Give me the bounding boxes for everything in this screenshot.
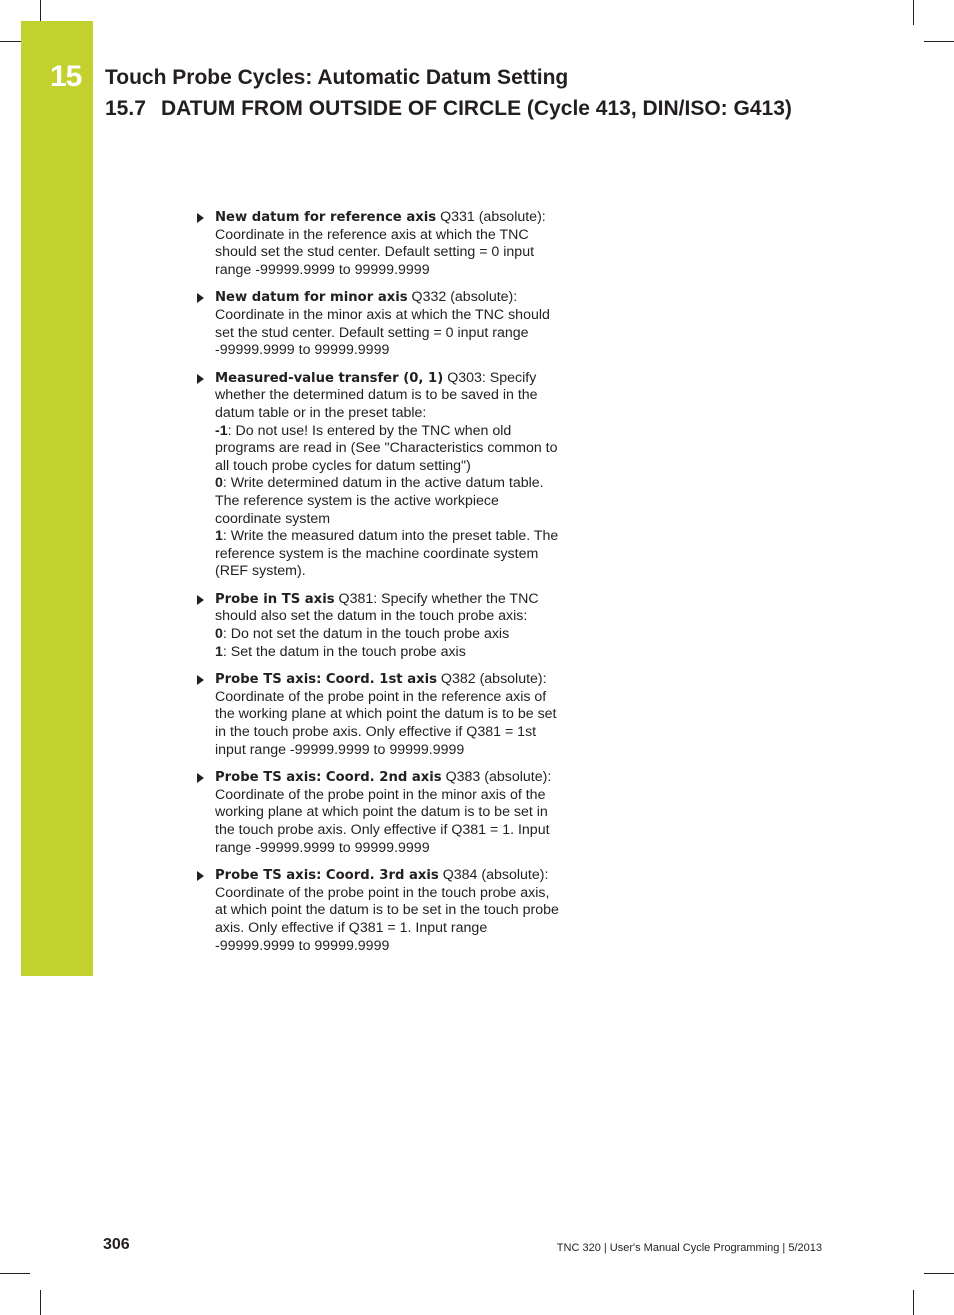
chapter-tab-bar: [21, 21, 93, 976]
triangle-bullet-icon: [197, 675, 204, 685]
param-name: New datum for minor axis: [215, 290, 408, 306]
option-line: [215, 423, 565, 476]
option-text: : Do not use! Is entered by the TNC when old programs are read in (See "Characteristics common to all touch probe cycles for datum setting"): [215, 422, 558, 474]
param-description: Coordinate of the probe point in the touch probe axis, at which point the datum is to be set in the touch probe axis. Only effective if Q381 = 1. Input range -99999.9999 to 99999.9999: [215, 884, 559, 954]
option-key: 1: [215, 528, 223, 545]
param-item: [195, 769, 565, 857]
crop-mark: [924, 41, 954, 42]
chapter-number: 15: [50, 60, 82, 93]
option-line: [215, 528, 565, 581]
crop-mark: [0, 1273, 30, 1274]
option-key: 1: [215, 643, 223, 660]
param-name: Probe in TS axis: [215, 591, 335, 607]
triangle-bullet-icon: [197, 293, 204, 303]
param-code: Q381: Specify whether the TNC: [338, 590, 539, 607]
option-line: [215, 626, 565, 644]
param-description: whether the determined datum is to be saved in the datum table or in the preset table:: [215, 387, 538, 421]
param-code: Q331 (absolute):: [440, 209, 546, 225]
param-description: Coordinate in the reference axis at which the TNC should set the stud center. Default setting = 0 input range -99999.9999 to 99999.9999: [215, 226, 535, 278]
crop-mark: [40, 1290, 41, 1315]
param-item: [195, 591, 565, 661]
param-item: [195, 289, 565, 359]
triangle-bullet-icon: [197, 213, 204, 223]
option-text: : Set the datum in the touch probe axis: [222, 643, 466, 660]
option-line: [215, 644, 565, 662]
option-line: [215, 475, 565, 528]
param-name: Probe TS axis: Coord. 3rd axis: [215, 868, 439, 884]
triangle-bullet-icon: [197, 374, 204, 384]
param-description: Coordinate of the probe point in the minor axis of the working plane at which point the datum is to be set in the touch probe axis. Only effective if Q381 = 1. Input range -99999.9999 to 99999.9999: [215, 786, 550, 856]
option-text: : Write the measured datum into the preset table. The reference system is the machine coordinate system (REF system).: [215, 528, 559, 580]
param-code: Q332 (absolute):: [411, 289, 518, 306]
section-heading: [105, 97, 792, 121]
param-item: [195, 370, 565, 581]
param-name: Probe TS axis: Coord. 2nd axis: [215, 770, 442, 786]
option-key: 0: [215, 626, 223, 643]
triangle-bullet-icon: [197, 773, 204, 783]
param-item: [195, 867, 565, 955]
triangle-bullet-icon: [197, 871, 204, 881]
section-title: DATUM FROM OUTSIDE OF CIRCLE (Cycle 413, DIN/ISO: G413): [161, 97, 792, 120]
param-name: Probe TS axis: Coord. 1st axis: [215, 672, 437, 688]
footer-text: TNC 320 | User's Manual Cycle Programming | 5/2013: [556, 1242, 822, 1254]
param-code: Q303: Specify: [447, 369, 537, 386]
param-code: Q384 (absolute):: [442, 867, 549, 884]
param-code: Q382 (absolute):: [440, 671, 547, 688]
param-code: Q383 (absolute):: [445, 769, 552, 786]
option-text: : Do not set the datum in the touch probe axis: [222, 626, 510, 643]
crop-mark: [924, 1273, 954, 1274]
crop-mark: [913, 0, 914, 25]
parameter-list: [195, 209, 565, 965]
crop-mark: [913, 1290, 914, 1315]
param-description: Coordinate of the probe point in the reference axis of the working plane at which point the datum is to be set in the touch probe axis. Only effective if Q381 = 1st input range -99999.9999 to 99999.9999: [215, 688, 557, 758]
option-text: : Write determined datum in the active datum table. The reference system is the active workpiece coordinate system: [215, 475, 544, 527]
option-key: -1: [215, 422, 228, 439]
chapter-title: Touch Probe Cycles: Automatic Datum Setting: [105, 66, 569, 89]
option-key: 0: [215, 475, 223, 492]
param-name: New datum for reference axis: [215, 210, 437, 225]
section-number: 15.7: [105, 97, 146, 120]
param-description: should also set the datum in the touch probe axis:: [215, 608, 528, 625]
triangle-bullet-icon: [197, 595, 204, 605]
page-number: 306: [103, 1236, 130, 1253]
param-item: [195, 671, 565, 759]
param-name: Measured-value transfer (0, 1): [215, 370, 444, 386]
param-item: [195, 209, 565, 279]
param-description: Coordinate in the minor axis at which the TNC should set the stud center. Default setting = 0 input range -99999.9999 to 99999.9999: [215, 306, 550, 359]
